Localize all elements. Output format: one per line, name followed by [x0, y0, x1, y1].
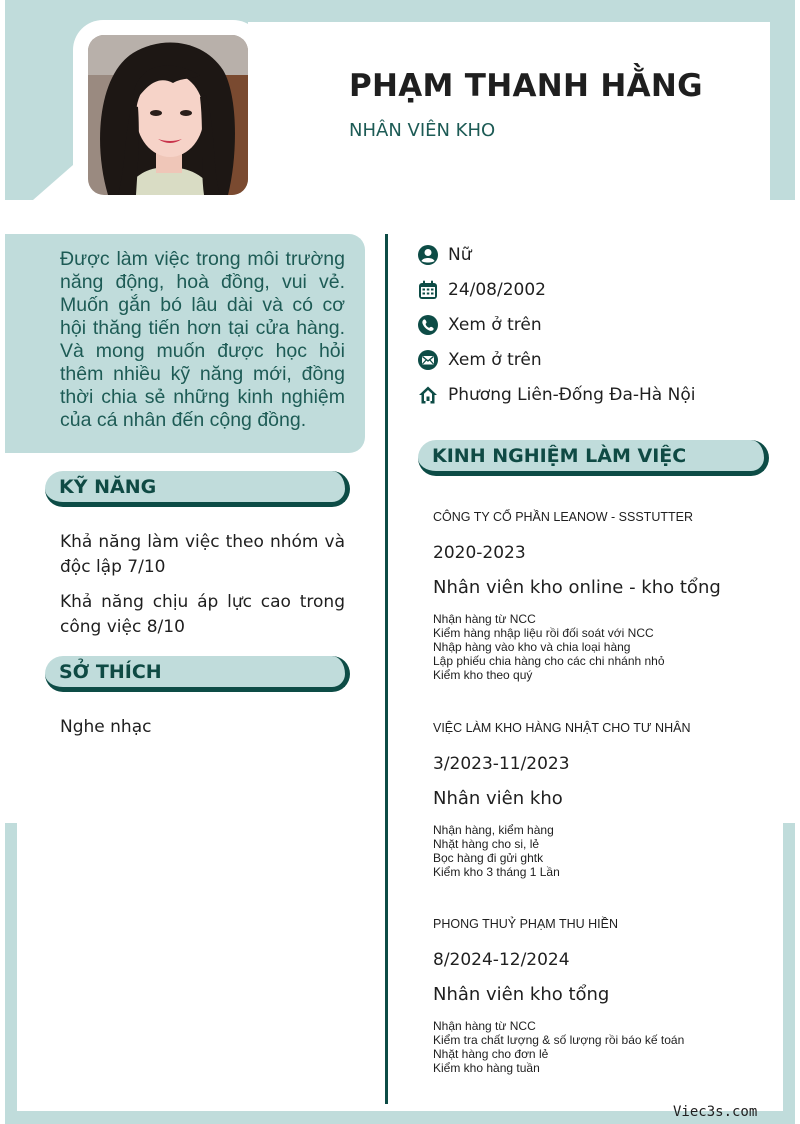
duty-item: Kiểm kho 3 tháng 1 Lần — [433, 865, 560, 879]
candidate-name: PHẠM THANH HẰNG — [349, 68, 703, 104]
birthday-text: 24/08/2002 — [448, 280, 546, 300]
duty-item: Bọc hàng đi gửi ghtk — [433, 851, 544, 865]
experience-heading: KINH NGHIỆM LÀM VIỆC — [418, 440, 769, 476]
header-frame-inner — [248, 22, 770, 200]
phone-icon — [418, 315, 438, 335]
job-period: 3/2023-11/2023 — [433, 754, 570, 774]
job-role: Nhân viên kho — [433, 788, 563, 809]
job-company: PHONG THUỶ PHẠM THU HIỀN — [433, 917, 618, 931]
skills-heading: KỸ NĂNG — [45, 471, 350, 507]
user-icon — [418, 245, 438, 265]
objective-text: Được làm việc trong môi trường năng động, hoà đồng, vui vẻ. Muốn gắn bó lâu dài và có cơ hội thăng tiến hơn tại cửa hàng. Và mong muốn được học hỏi thêm nhiều kỹ năng mới, đồng thời chia sẻ những kinh nghiệm của cá nhân đến cộng đồng. — [60, 248, 345, 431]
duty-item: Nhận hàng từ NCC — [433, 612, 536, 626]
duty-item: Kiểm tra chất lượng & số lượng rồi báo kế toán — [433, 1033, 685, 1047]
job-duties — [433, 823, 560, 879]
email-icon — [418, 350, 438, 370]
duty-item: Nhận hàng, kiểm hàng — [433, 823, 554, 837]
calendar-icon — [418, 280, 438, 300]
duty-item: Nhặt hàng cho đơn lẻ — [433, 1047, 549, 1061]
hobbies-heading: SỞ THÍCH — [45, 656, 350, 692]
column-divider — [385, 234, 388, 1104]
email-row — [418, 348, 542, 372]
address-text: Phương Liên-Đống Đa-Hà Nội — [448, 385, 696, 405]
job-period: 2020-2023 — [433, 543, 526, 563]
gender-row — [418, 243, 472, 267]
job-duties — [433, 612, 665, 682]
job-role: Nhân viên kho online - kho tổng — [433, 577, 721, 598]
birthday-row — [418, 278, 546, 302]
duty-item: Nhập hàng vào kho và chia loại hàng — [433, 640, 631, 654]
duty-item: Kiểm kho hàng tuần — [433, 1061, 540, 1075]
address-row — [418, 383, 695, 407]
phone-row — [418, 313, 542, 337]
phone-text: Xem ở trên — [448, 315, 542, 335]
photo-frame-corner — [33, 165, 73, 200]
profile-photo — [88, 35, 248, 195]
duty-item: Kiểm kho theo quý — [433, 668, 533, 682]
duty-item: Lập phiếu chia hàng cho các chi nhánh nhỏ — [433, 654, 665, 668]
job-company: CÔNG TY CỔ PHẦN LEANOW - SSSTUTTER — [433, 510, 693, 524]
skill-item: Khả năng chịu áp lực cao trong công việc 8/10 — [60, 592, 345, 637]
job-role: Nhân viên kho tổng — [433, 984, 610, 1005]
email-text: Xem ở trên — [448, 350, 542, 370]
watermark: Viec3s.com — [673, 1104, 758, 1120]
hobby-item: Nghe nhạc — [60, 717, 152, 737]
home-icon — [418, 385, 438, 405]
skill-item: Khả năng làm việc theo nhóm và độc lập 7/10 — [60, 532, 345, 577]
job-duties — [433, 1019, 684, 1075]
candidate-title: NHÂN VIÊN KHO — [349, 120, 496, 141]
gender-text: Nữ — [448, 245, 472, 265]
job-period: 8/2024-12/2024 — [433, 950, 570, 970]
objective-box — [5, 234, 365, 453]
duty-item: Nhặt hàng cho si, lẻ — [433, 837, 540, 851]
job-company: VIỆC LÀM KHO HÀNG NHẬT CHO TƯ NHÂN — [433, 721, 691, 735]
duty-item: Kiểm hàng nhập liệu rồi đối soát với NCC — [433, 626, 654, 640]
duty-item: Nhận hàng từ NCC — [433, 1019, 536, 1033]
